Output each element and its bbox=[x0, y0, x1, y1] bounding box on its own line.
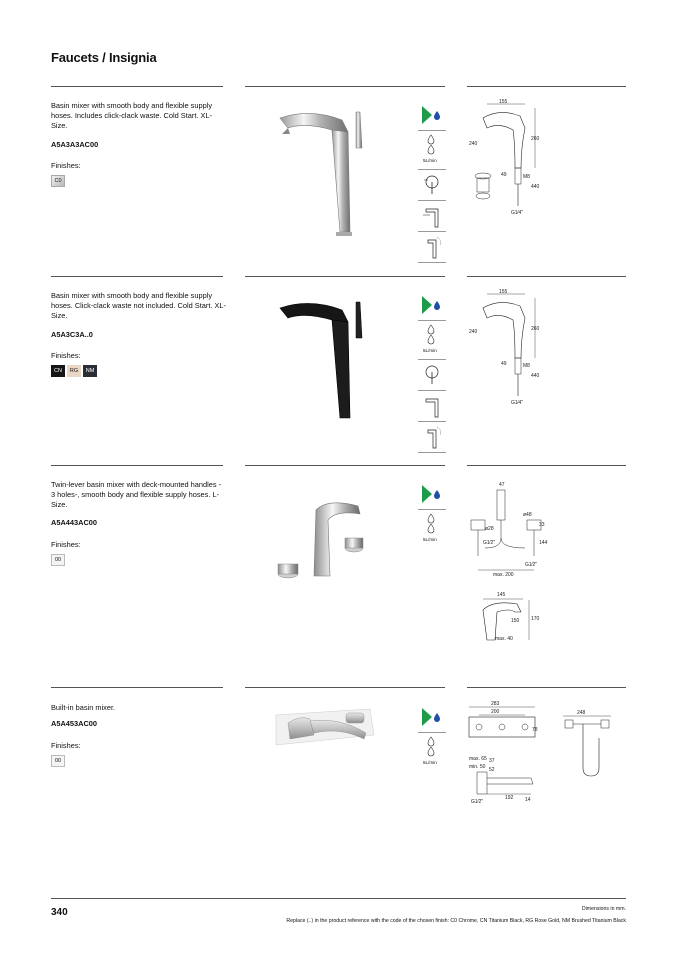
dimension-label: 248 bbox=[577, 710, 586, 716]
product-code: A5A3A3AC00 bbox=[51, 140, 99, 149]
dimension-label: 155 bbox=[499, 289, 508, 295]
section-rule bbox=[467, 276, 626, 277]
dimension-label: 240 bbox=[469, 141, 478, 147]
section-rule bbox=[245, 276, 445, 277]
swivel-spout-icon bbox=[418, 422, 446, 453]
dimension-label: max. 200 bbox=[493, 572, 514, 578]
product-code: A5A3C3A..0 bbox=[51, 330, 93, 339]
dimension-label: G1⁄2" bbox=[471, 799, 484, 805]
feature-icons bbox=[418, 290, 446, 453]
finish-swatches bbox=[51, 365, 97, 377]
dimension-label: M8 bbox=[523, 363, 530, 369]
dimension-label: 49 bbox=[501, 172, 507, 178]
dimension-label: 37 bbox=[489, 758, 495, 764]
dimension-label: M8 bbox=[523, 174, 530, 180]
eco-feature-icon bbox=[418, 479, 446, 510]
section-rule bbox=[51, 276, 223, 277]
technical-drawing-basin-mixer bbox=[465, 98, 555, 218]
click-clack-waste-drawing bbox=[475, 173, 491, 199]
finish-swatches bbox=[51, 755, 65, 767]
dimension-label: G1⁄2" bbox=[483, 540, 496, 546]
section-rule bbox=[245, 465, 445, 466]
finishes-label: Finishes: bbox=[51, 741, 81, 750]
technical-drawing-basin-mixer bbox=[465, 288, 555, 410]
dimension-label: 260 bbox=[531, 136, 540, 142]
footer-rule bbox=[51, 898, 626, 899]
dimension-label: 33 bbox=[539, 522, 545, 528]
cold-start-icon bbox=[418, 360, 446, 391]
finishes-label: Finishes: bbox=[51, 161, 81, 170]
section-rule bbox=[51, 687, 223, 688]
built-in-basin-mixer-image bbox=[270, 705, 380, 755]
dimension-label: 283 bbox=[491, 701, 500, 707]
dimension-label: 440 bbox=[531, 373, 540, 379]
feature-icons bbox=[418, 702, 446, 771]
dimension-label: 170 bbox=[531, 616, 540, 622]
flow-rate-icon bbox=[418, 131, 446, 170]
eco-feature-icon bbox=[418, 100, 446, 131]
product-description: Twin-lever basin mixer with deck-mounted handles - 3 holes-, smooth body and flexible supply hoses. L-Size. bbox=[51, 480, 222, 509]
product-description: Built-in basin mixer. bbox=[51, 703, 116, 712]
dimension-label: 47 bbox=[499, 482, 505, 488]
dimension-label: 78 bbox=[532, 727, 538, 733]
section-rule bbox=[51, 86, 223, 87]
black-tall-basin-mixer-image bbox=[270, 290, 390, 430]
chrome-tall-basin-mixer-image bbox=[270, 100, 390, 240]
finish-swatches bbox=[51, 554, 65, 566]
section-rule bbox=[467, 86, 626, 87]
page-number: 340 bbox=[51, 907, 68, 918]
dimension-label: ø28 bbox=[485, 526, 494, 532]
flow-rate-label: 5L/min bbox=[423, 348, 437, 353]
dimension-label: 145 bbox=[497, 592, 506, 598]
dimension-label: 52 bbox=[489, 767, 495, 773]
technical-drawing-three-hole-mixer bbox=[465, 478, 565, 658]
feature-icons bbox=[418, 100, 446, 263]
dimension-label: 260 bbox=[531, 326, 540, 332]
finish-code-note: Replace (..) in the product reference with the code of the chosen finish: C0 Chrome, CN Titanium Black, RG Rose Gold, NM Brushed Titanium Black bbox=[286, 918, 626, 924]
dimension-label: G1⁄4" bbox=[511, 400, 524, 406]
flow-rate-icon bbox=[418, 733, 446, 771]
feature-icons bbox=[418, 479, 446, 548]
dimension-label: 192 bbox=[505, 795, 514, 801]
section-rule bbox=[467, 687, 626, 688]
page-title: Faucets / Insignia bbox=[51, 50, 157, 65]
section-rule bbox=[467, 465, 626, 466]
dimension-label: min. 50 bbox=[469, 764, 486, 770]
flow-rate-label: 5L/min bbox=[423, 760, 437, 765]
flow-rate-label: 5L/min bbox=[423, 537, 437, 542]
section-rule bbox=[245, 687, 445, 688]
spout-height-icon bbox=[418, 391, 446, 422]
flow-rate-icon bbox=[418, 321, 446, 360]
dimension-label: 200 bbox=[491, 709, 500, 715]
finish-swatch[interactable]: CN bbox=[51, 365, 65, 377]
dimension-label: G1⁄2" bbox=[525, 562, 538, 568]
section-rule bbox=[51, 465, 223, 466]
finish-swatch[interactable]: 00 bbox=[51, 554, 65, 566]
dimension-label: G1⁄4" bbox=[511, 210, 524, 216]
spout-height-icon bbox=[418, 201, 446, 232]
cold-start-icon bbox=[418, 170, 446, 201]
dimension-label: ø48 bbox=[523, 512, 532, 518]
finish-swatch[interactable]: NM bbox=[83, 365, 97, 377]
dimension-label: 155 bbox=[499, 99, 508, 105]
product-code: A5A453AC00 bbox=[51, 719, 98, 728]
dimension-label: 440 bbox=[531, 184, 540, 190]
finish-swatch[interactable]: C0 bbox=[51, 175, 65, 187]
dimension-label: 150 bbox=[511, 618, 520, 624]
swivel-spout-icon bbox=[418, 232, 446, 263]
section-rule bbox=[245, 86, 445, 87]
flow-rate-icon bbox=[418, 510, 446, 548]
technical-drawing-built-in-mixer bbox=[465, 698, 625, 808]
finish-swatch[interactable]: RG bbox=[67, 365, 81, 377]
finishes-label: Finishes: bbox=[51, 351, 81, 360]
finish-swatches bbox=[51, 175, 65, 187]
dimension-label: 49 bbox=[501, 361, 507, 367]
finish-swatch[interactable]: 00 bbox=[51, 755, 65, 767]
three-hole-basin-mixer-image bbox=[268, 490, 398, 590]
finishes-label: Finishes: bbox=[51, 540, 81, 549]
product-description: Basin mixer with smooth body and flexible supply hoses. Includes click-clack waste. Cold Start. XL-Size. bbox=[51, 101, 213, 130]
dimension-label: 144 bbox=[539, 540, 548, 546]
dimension-label: 240 bbox=[469, 329, 478, 335]
dimension-label: max. 65 bbox=[469, 756, 487, 762]
product-code: A5A443AC00 bbox=[51, 518, 98, 527]
dimension-label: 14 bbox=[525, 797, 531, 803]
flow-rate-label: 5L/min bbox=[423, 158, 437, 163]
product-description: Basin mixer with smooth body and flexible supply hoses. Click-clack waste not included. Cold Start. XL-Size. bbox=[51, 291, 226, 320]
eco-feature-icon bbox=[418, 290, 446, 321]
eco-feature-icon bbox=[418, 702, 446, 733]
dimensions-note: Dimensions in mm. bbox=[581, 906, 626, 912]
dimension-label: max. 40 bbox=[495, 636, 513, 642]
